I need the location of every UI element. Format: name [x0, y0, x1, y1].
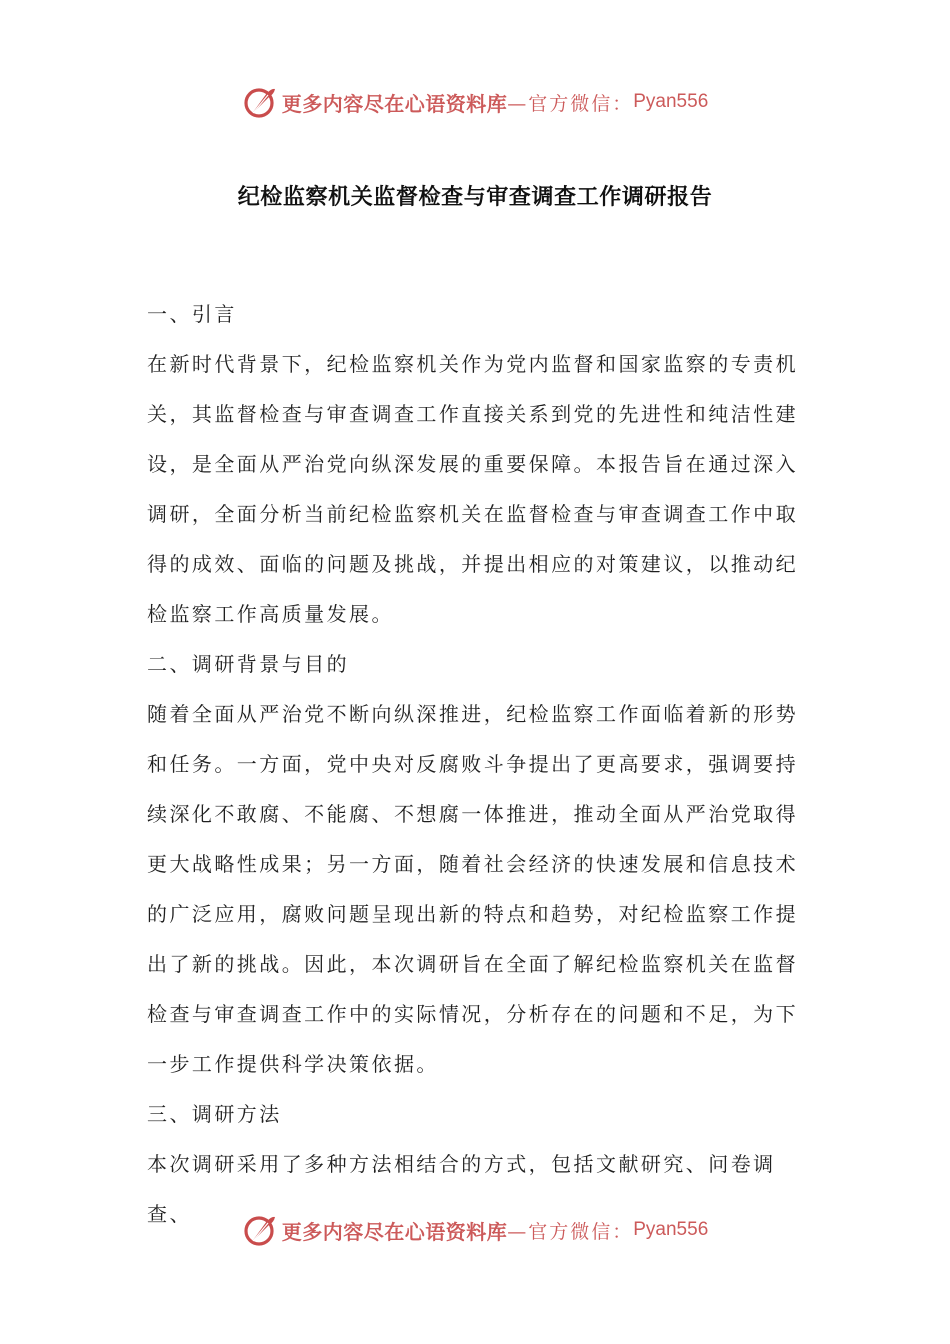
watermark-banner-bottom	[0, 1210, 950, 1250]
section-background-purpose	[147, 639, 812, 1089]
body-line: 得的成效、面临的问题及挑战，并提出相应的对策建议，以推动纪	[147, 552, 799, 576]
body-line: 调研，全面分析当前纪检监察机关在监督检查与审查调查工作中取	[147, 502, 799, 526]
body-line: 检监察工作高质量发展。	[147, 602, 394, 626]
quill-logo-icon	[242, 1212, 278, 1248]
body-line: 本次调研采用了多种方法相结合的方式，包括文献研究、问卷调查、	[147, 1152, 776, 1226]
watermark-wechat-label: —官方微信：	[507, 1220, 634, 1243]
section-heading: 三、调研方法	[147, 1102, 282, 1126]
body-line: 出了新的挑战。因此，本次调研旨在全面了解纪检监察机关在监督	[147, 952, 799, 976]
body-line: 和任务。一方面，党中央对反腐败斗争提出了更高要求，强调要持	[147, 752, 799, 776]
body-line: 在新时代背景下，纪检监察机关作为党内监督和国家监察的专责机	[147, 352, 799, 376]
section-introduction	[147, 289, 812, 639]
body-line: 关，其监督检查与审查调查工作直接关系到党的先进性和纯洁性建	[147, 402, 799, 426]
section-heading: 一、引言	[147, 302, 237, 326]
body-line: 设，是全面从严治党向纵深发展的重要保障。本报告旨在通过深入	[147, 452, 799, 476]
body-line: 的广泛应用，腐败问题呈现出新的特点和趋势，对纪检监察工作提	[147, 902, 799, 926]
section-heading: 二、调研背景与目的	[147, 652, 350, 676]
watermark-wechat-id: Pyan556	[633, 91, 709, 112]
body-line: 一步工作提供科学决策依据。	[147, 1052, 439, 1076]
watermark-brand-text: 更多内容尽在心语资料库	[281, 91, 508, 116]
watermark-wechat-label: —官方微信：	[507, 92, 634, 115]
watermark-brand-text: 更多内容尽在心语资料库	[281, 1219, 508, 1244]
watermark-wechat-id: Pyan556	[633, 1219, 709, 1240]
body-line: 更大战略性成果；另一方面，随着社会经济的快速发展和信息技术	[147, 852, 799, 876]
document-body	[147, 289, 812, 1239]
document-title: 纪检监察机关监督检查与审查调查工作调研报告	[237, 184, 713, 210]
body-line: 随着全面从严治党不断向纵深推进，纪检监察工作面临着新的形势	[147, 702, 799, 726]
watermark-banner-top	[0, 82, 950, 122]
body-line: 检查与审查调查工作中的实际情况，分析存在的问题和不足，为下	[147, 1002, 799, 1026]
quill-logo-icon	[242, 84, 278, 120]
body-line: 续深化不敢腐、不能腐、不想腐一体推进，推动全面从严治党取得	[147, 802, 799, 826]
